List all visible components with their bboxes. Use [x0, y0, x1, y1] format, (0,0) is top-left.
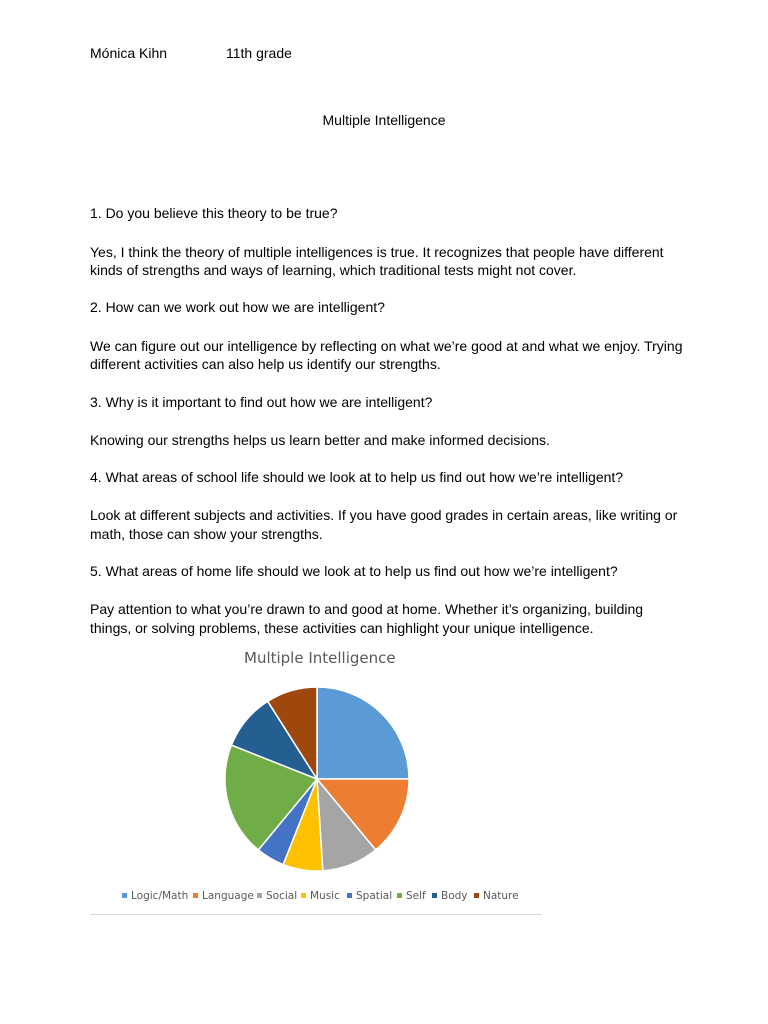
question-5: 5. What areas of home life should we look at to help us find out how we’re intelligent?: [90, 563, 618, 579]
answer-3-line-1: Knowing our strengths helps us learn better and make informed decisions.: [90, 432, 550, 448]
answer-4-line-2: math, those can show your strengths.: [90, 526, 323, 542]
answer-2-line-2: different activities can also help us identify our strengths.: [90, 356, 441, 372]
answer-2-line-1: We can figure out our intelligence by reflecting on what we’re good at and what we enjoy. Trying: [90, 338, 683, 354]
legend-swatch: [432, 893, 437, 898]
legend-swatch: [347, 893, 352, 898]
legend-label: Logic/Math: [131, 890, 189, 902]
legend-swatch: [397, 893, 402, 898]
legend-item-nature: [474, 890, 519, 902]
question-1: 1. Do you believe this theory to be true?: [90, 205, 338, 221]
question-2: 2. How can we work out how we are intelligent?: [90, 299, 385, 315]
legend-swatch: [122, 893, 127, 898]
legend-swatch: [257, 893, 262, 898]
legend-swatch: [193, 893, 198, 898]
pie-slice-nature: [268, 687, 317, 779]
legend-item-language: [193, 890, 254, 902]
legend-item-body: [432, 890, 468, 902]
legend-item-spatial: [347, 890, 392, 902]
pie-slice-self: [225, 745, 317, 850]
legend-label: Spatial: [356, 890, 393, 902]
legend-swatch: [474, 893, 479, 898]
answer-5-line-2: things, or solving problems, these activities can highlight your unique intelligence.: [90, 620, 594, 636]
answer-1-line-1: Yes, I think the theory of multiple intelligences is true. It recognizes that people have different: [90, 244, 664, 260]
legend-label: Body: [441, 890, 468, 902]
legend-swatch: [301, 893, 306, 898]
answer-5-line-1: Pay attention to what you’re drawn to and good at home. Whether it’s organizing, building: [90, 601, 644, 617]
author-name: Mónica Kihn: [90, 45, 168, 61]
legend-item-self: [397, 890, 426, 902]
legend-item-music: [301, 890, 340, 902]
legend-label: Self: [406, 890, 426, 902]
grade-label: 11th grade: [226, 45, 292, 61]
answer-1-line-2: kinds of strengths and ways of learning, which traditional tests might not cover.: [90, 262, 577, 278]
legend-label: Social: [266, 890, 298, 902]
pie-slice-social: [317, 779, 376, 871]
question-3: 3. Why is it important to find out how we are intelligent?: [90, 394, 433, 410]
legend-item-logic-math: [122, 890, 188, 902]
chart-title: Multiple Intelligence: [244, 649, 396, 667]
answer-4-line-1: Look at different subjects and activities. If you have good grades in certain areas, like writing or: [90, 507, 678, 523]
document-title: Multiple Intelligence: [322, 112, 446, 128]
pie-slice-body: [231, 701, 317, 779]
chart-bottom-border: [90, 914, 542, 915]
legend-label: Nature: [483, 890, 519, 902]
question-4: 4. What areas of school life should we look at to help us find out how we’re intelligent?: [90, 469, 624, 485]
legend-item-social: [257, 890, 297, 902]
pie-slice-music: [283, 779, 323, 871]
legend-label: Language: [202, 890, 254, 902]
pie-slice-language: [317, 779, 409, 850]
legend-label: Music: [310, 890, 340, 902]
pie-slice-spatial: [258, 779, 317, 865]
pie-slice-logic-math: [317, 687, 409, 779]
